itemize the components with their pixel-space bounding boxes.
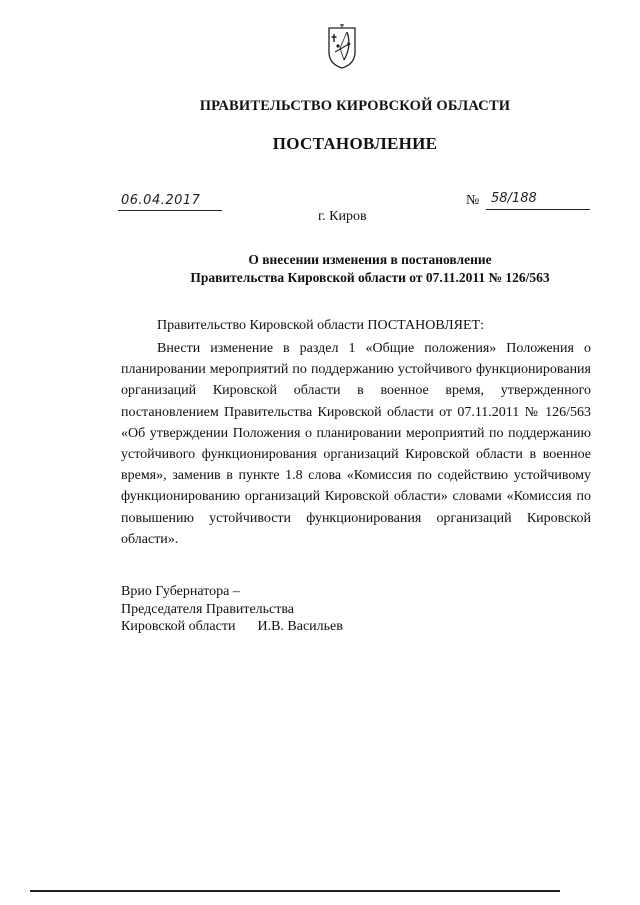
document-type-title: ПОСТАНОВЛЕНИЕ <box>272 134 438 153</box>
document-date: 06.04.2017 <box>121 193 201 208</box>
body-paragraph: Внести изменение в раздел 1 «Общие положения» Положения о планировании мероприятий по поддержанию устойчивого функционирования организаций Кировской области в военное время, утвержденного постановлением Правительства Кировской области от 07.11.2011 № 126/563 «Об утверждении Положения о планировании мероприятий по поддержанию устойчивого функционирования организаций Кировской области в военное время», заменив в пункте 1.8 слова «Комиссия по содействию устойчивому функционированию организаций Кировской области» словами «Комиссия по повышению устойчивости функционирования организаций Кировской области». <box>121 341 591 547</box>
subject-line-2: Правительства Кировской области от 07.11.2011 № 126/563 <box>190 270 550 285</box>
signature-line-1: Врио Губернатора – <box>121 584 240 599</box>
government-title: ПРАВИТЕЛЬСТВО КИРОВСКОЙ ОБЛАСТИ <box>199 98 511 114</box>
signature-block <box>121 583 343 636</box>
footer-rule <box>30 890 560 892</box>
preamble-text: Правительство Кировской области ПОСТАНОВЛЯЕТ: <box>157 318 484 333</box>
subject-line-1: О внесении изменения в постановление <box>248 252 492 267</box>
number-underline <box>486 209 590 210</box>
city-label: г. Киров <box>318 209 367 224</box>
signature-line-3 <box>121 618 343 636</box>
date-underline <box>118 210 222 211</box>
number-sign: № <box>466 193 480 208</box>
document-number: 58/188 <box>491 191 537 206</box>
signature-region: Кировской области <box>121 619 236 634</box>
signature-line-2: Председателя Правительства <box>121 601 295 617</box>
coat-of-arms-icon <box>327 22 357 70</box>
document-subject <box>100 251 640 287</box>
signatory-name: И.В. Васильев <box>257 619 343 634</box>
